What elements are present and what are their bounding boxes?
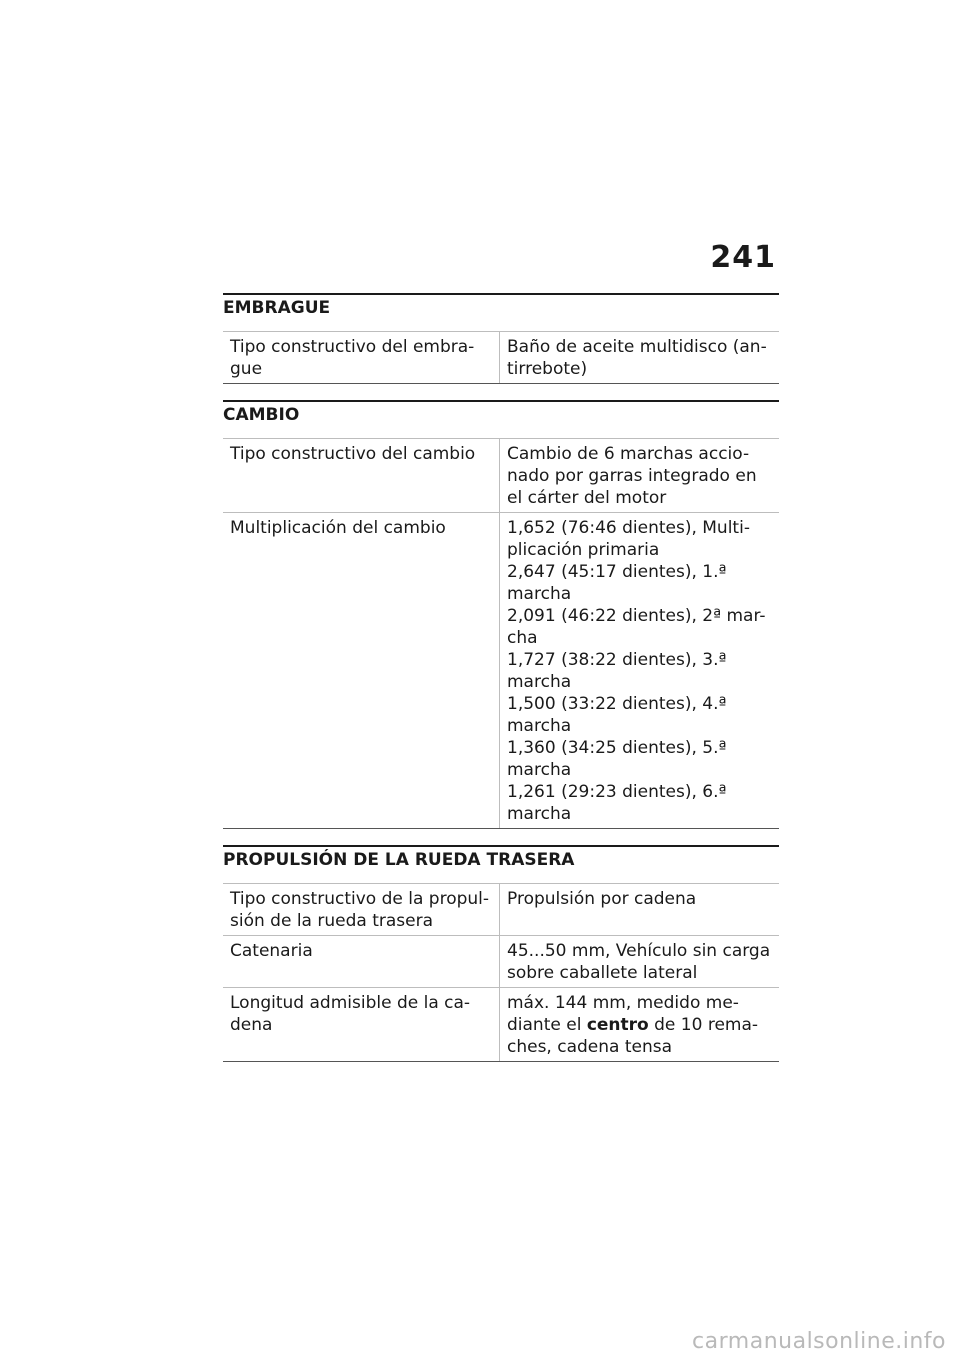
watermark: carmanualsonline.info: [692, 1329, 946, 1354]
spec-label: Tipo constructivo del embra-gue: [223, 332, 500, 384]
spec-table: [223, 331, 779, 384]
page-number: 241: [710, 240, 776, 275]
spec-value-text: máx. 144 mm, medido me-diante el: [507, 993, 739, 1035]
spec-label: Longitud admisible de la ca-dena: [223, 988, 500, 1062]
spec-value: [500, 439, 780, 513]
table-row: [223, 332, 779, 384]
table-row: [223, 988, 779, 1062]
table-row: [223, 936, 779, 988]
spec-value-line: Propulsión por cadena: [507, 889, 697, 909]
section-cambio: [223, 400, 779, 829]
spec-value-line: Cambio de 6 marchas accio-nado por garras integrado en el cárter del motor: [507, 444, 757, 508]
spec-value: [500, 988, 780, 1062]
spec-value-line: 1,500 (33:22 dientes), 4.ª marcha: [507, 694, 727, 736]
spec-value-line: 2,647 (45:17 dientes), 1.ª marcha: [507, 562, 727, 604]
spec-table: [223, 883, 779, 1062]
table-row: [223, 513, 779, 829]
spec-value-line: 1,360 (34:25 dientes), 5.ª marcha: [507, 738, 727, 780]
spec-value-line: 1,652 (76:46 dientes), Multi-plicación primaria: [507, 518, 750, 560]
spec-value: [500, 332, 780, 384]
spec-value: [500, 884, 780, 936]
section-title: PROPULSIÓN DE LA RUEDA TRASERA: [223, 845, 779, 883]
spec-value-line: 2,091 (46:22 dientes), 2ª mar-cha: [507, 606, 766, 648]
section-title: CAMBIO: [223, 400, 779, 438]
spec-value: [500, 513, 780, 829]
table-row: [223, 439, 779, 513]
spec-value: [500, 936, 780, 988]
spec-value-line: 45...50 mm, Vehículo sin carga sobre caballete lateral: [507, 941, 771, 983]
spec-content: [223, 293, 779, 1078]
spec-value-line: 1,727 (38:22 dientes), 3.ª marcha: [507, 650, 727, 692]
section-title: EMBRAGUE: [223, 293, 779, 331]
section-embrague: [223, 293, 779, 384]
spec-label: Tipo constructivo de la propul-sión de la rueda trasera: [223, 884, 500, 936]
spec-table: [223, 438, 779, 829]
table-row: [223, 884, 779, 936]
spec-value-line: Baño de aceite multidisco (an-tirrebote): [507, 337, 767, 379]
section-propulsion: [223, 845, 779, 1062]
spec-value-text: de 10 rema-ches, cadena tensa: [507, 1015, 759, 1057]
spec-label: Tipo constructivo del cambio: [223, 439, 500, 513]
spec-label: Multiplicación del cambio: [223, 513, 500, 829]
spec-value-line: 1,261 (29:23 dientes), 6.ª marcha: [507, 782, 727, 824]
spec-value-emphasis: centro: [586, 1015, 649, 1035]
spec-label: Catenaria: [223, 936, 500, 988]
